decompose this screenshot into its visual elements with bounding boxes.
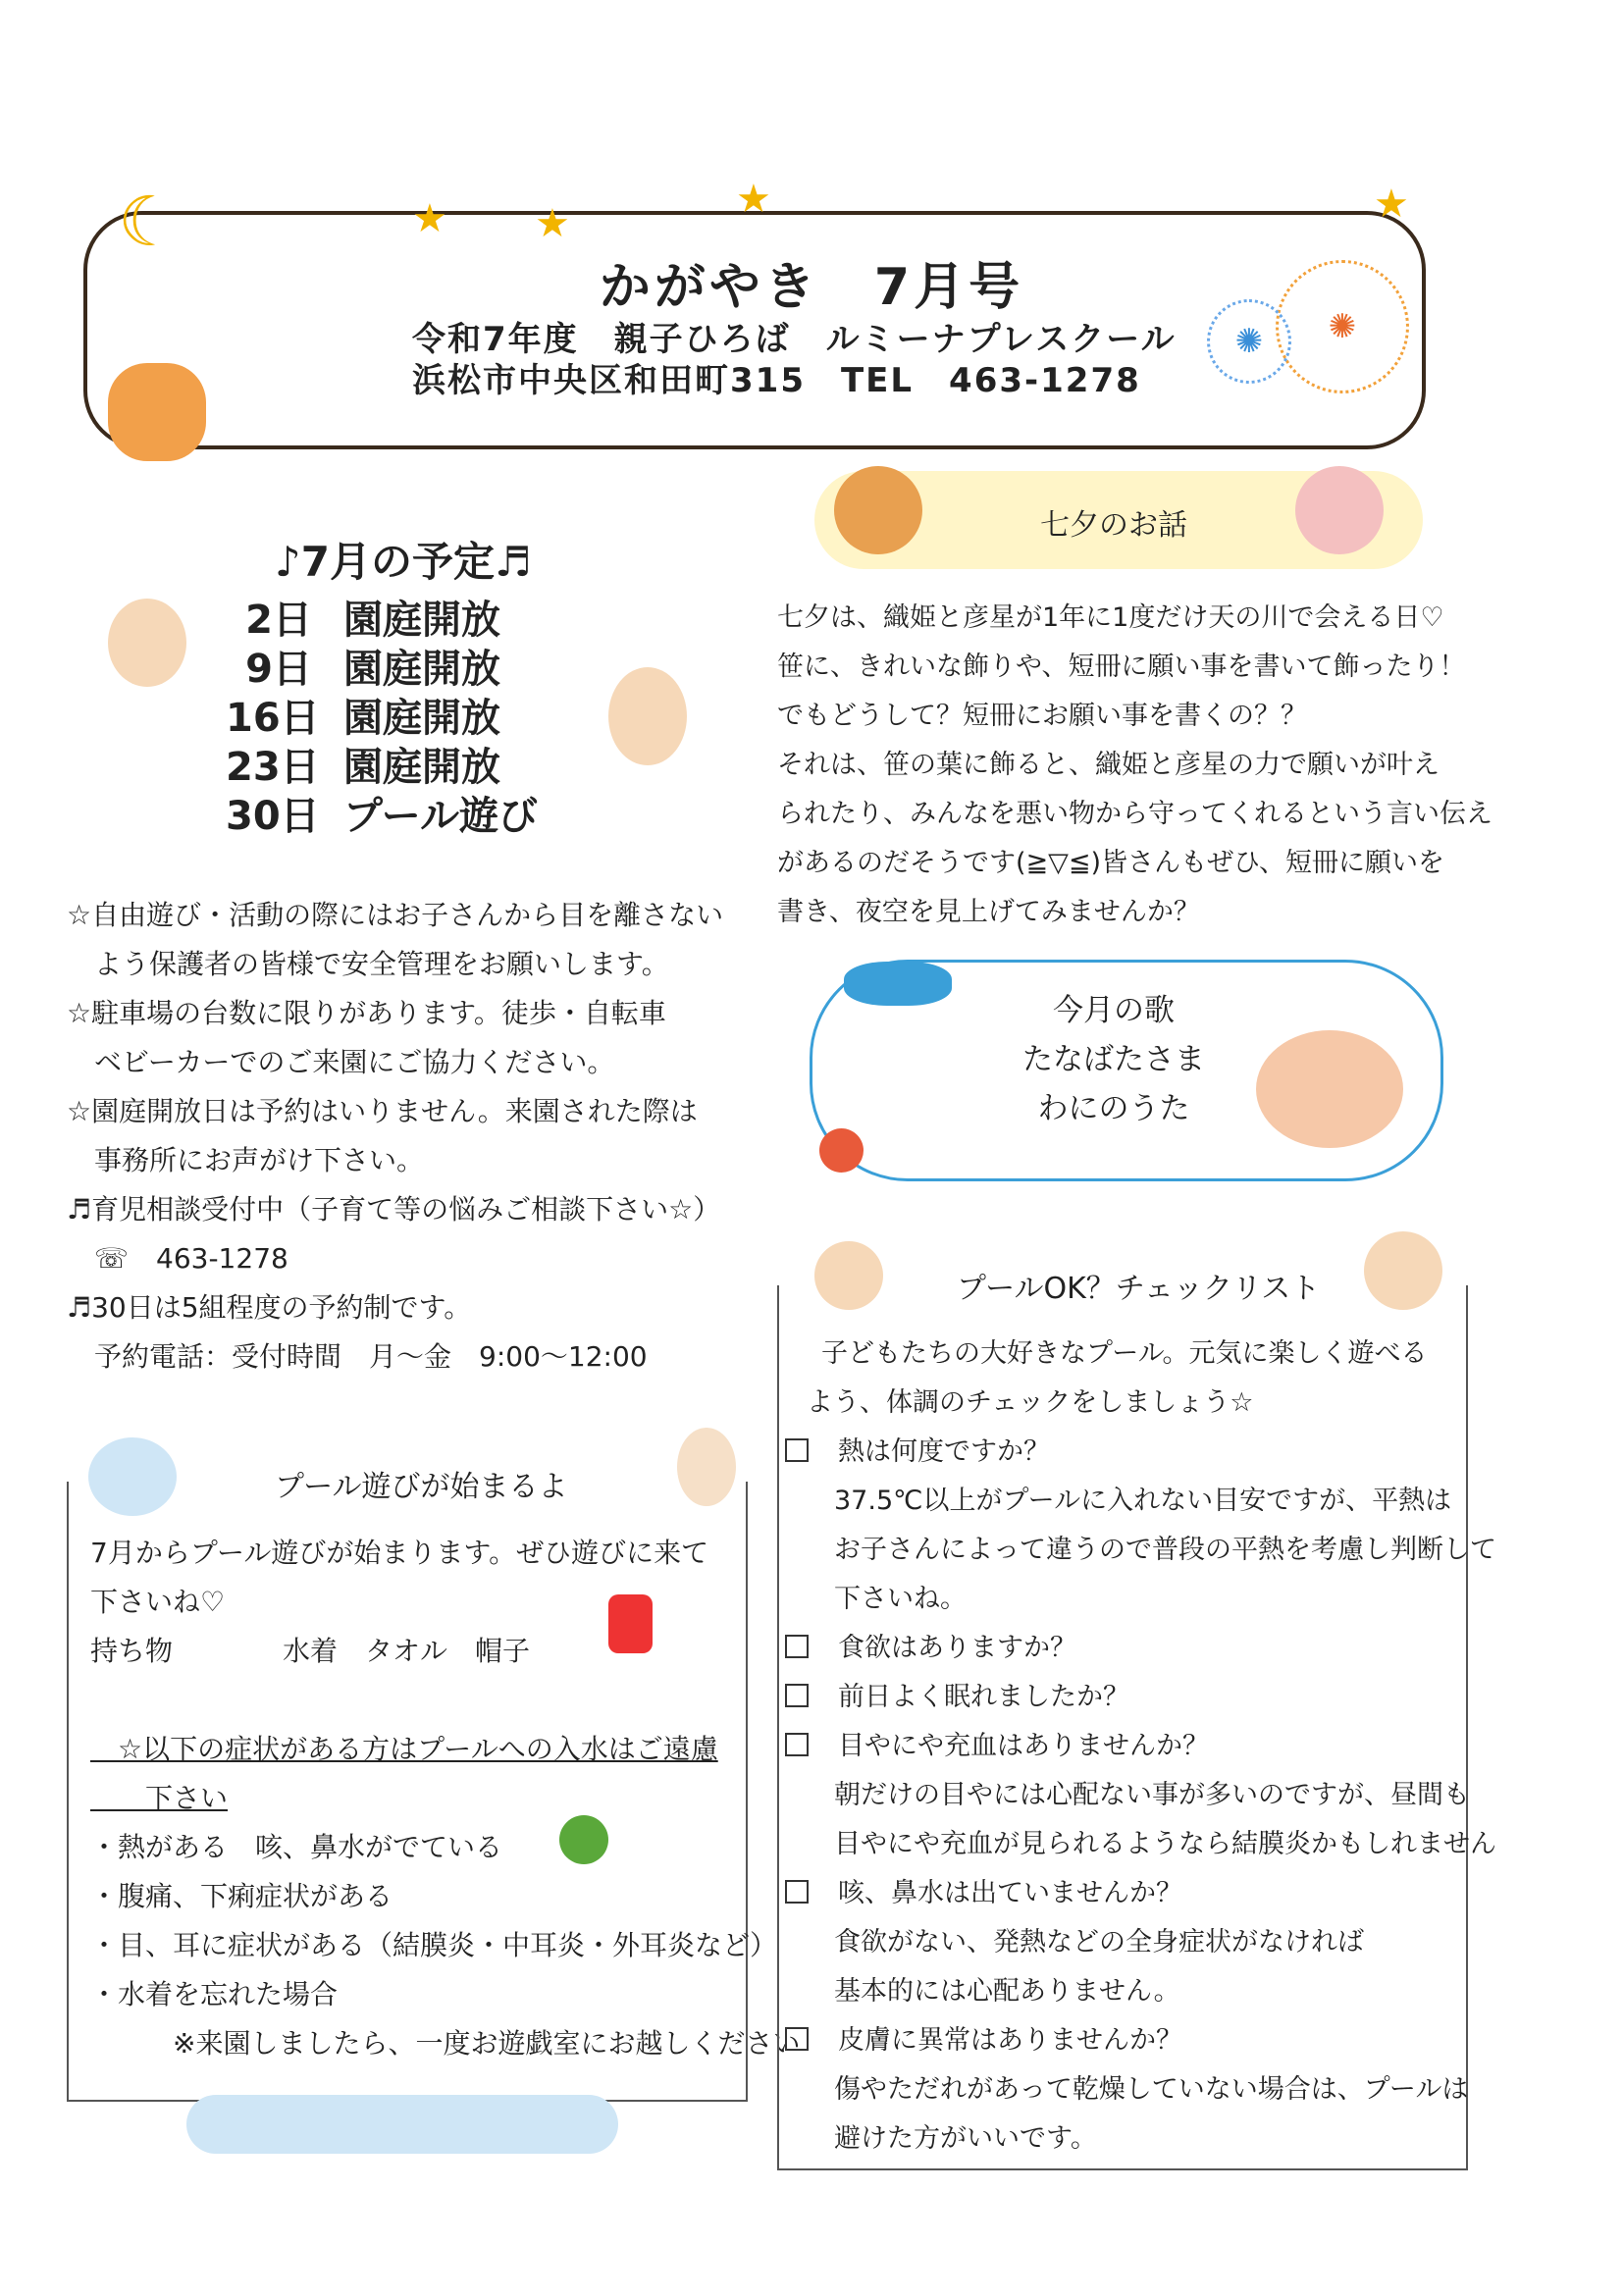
checkbox[interactable]: [785, 1733, 809, 1756]
note-line: 予約電話：受付時間 月～金 9:00～12:00: [67, 1340, 648, 1373]
note-line: よう保護者の皆様で安全管理をお願いします。: [67, 948, 669, 980]
notes: [67, 891, 754, 1382]
note-line: ベビーカーでのご来園にご協力ください。: [67, 1046, 615, 1078]
checklist-item[interactable]: 前日よく眠れましたか？: [785, 1673, 1472, 1722]
note-line: ☆園庭開放日は予約はいりません。来園された際は: [67, 1095, 698, 1127]
starfish-icon: [819, 1128, 864, 1173]
newsletter-title: かがやき 7月号: [599, 258, 1024, 317]
checklist-item[interactable]: 熱は何度ですか？: [785, 1428, 1472, 1477]
pool-section-body: 7月からプール遊びが始まります。ぜひ遊びに来て 下さいね♡ 持ち物 水着 タオル 帽子 ☆以下の症状がある方はプールへの入水はご遠慮 下さい ・熱がある 咳、鼻水がでている ・腹痛、下痢症状がある ・目、耳に症状がある（結膜炎・中耳炎・外耳炎など） ・水着を忘れた場合 ※来園しましたら、一度お遊戯室にお越しください: [90, 1537, 801, 2060]
note-line: ♬30日は5組程度の予約制です。: [67, 1291, 472, 1324]
bear-icon: [834, 466, 922, 554]
tanabata-body: 七夕は、織姫と彦星が1年に1度だけ天の川で会える日♡ 笹に、きれいな飾りや、短冊に願い事を書いて飾ったり！ でもどうして？短冊にお願い事を書くの？？ それは、笹の葉に飾ると、織姫と彦星の力で願いが叶え られたり、みんなを悪い物から守ってくれるという言い伝え があるのだそうです(≧▽≦)皆さんもぜひ、短冊に願いを 書き、夜空を見上げてみませんか？: [777, 602, 1492, 927]
schedule-item: 30日 プール遊び: [226, 794, 538, 839]
organization-line: 令和7年度 親子ひろば ルミーナプレスクール: [412, 320, 1177, 359]
note-line: ☆駐車場の台数に限りがあります。徒歩・自転車: [67, 997, 666, 1029]
checklist-item[interactable]: 食欲はありますか？: [785, 1624, 1472, 1673]
baby-illustration-icon: [108, 599, 186, 687]
star-icon: ★: [1374, 182, 1409, 227]
pool-kids-icon: [88, 1437, 177, 1516]
child-illustration-icon: [677, 1428, 736, 1506]
kids-splash-icon: [1364, 1231, 1442, 1310]
note-line: ☏ 463-1278: [67, 1242, 288, 1275]
fish-icon: [844, 962, 952, 1006]
schedule-item: 2日 園庭開放: [245, 598, 500, 643]
star-icon: ★: [736, 177, 771, 222]
checkbox[interactable]: [785, 1880, 809, 1904]
note-line: 事務所にお声がけ下さい。: [67, 1144, 425, 1176]
tanabata-title: 七夕のお話: [1040, 508, 1187, 543]
checklist-title: プールOK？チェックリスト: [957, 1272, 1321, 1306]
mother-child-icon: [814, 1241, 883, 1310]
note-line: ☆自由遊び・活動の際にはお子さんから目を離さない: [67, 899, 724, 931]
fireworks-icon: ✺: [1207, 299, 1291, 384]
checkbox[interactable]: [785, 1635, 809, 1658]
song-name: わにのうた: [1037, 1091, 1190, 1126]
rabbit-icon: [1295, 466, 1384, 554]
moon-icon: ☾: [118, 182, 180, 262]
note-line: ♬育児相談受付中（子育て等の悩みご相談下さい☆）: [67, 1193, 721, 1226]
song-title: 今月の歌: [1053, 993, 1175, 1028]
pool-section-title: プール遊びが始まるよ: [275, 1470, 568, 1504]
shooting-star-icon: ★: [535, 201, 570, 246]
schedule-item: 23日 園庭開放: [226, 745, 500, 790]
checklist-body: 子どもたちの大好きなプール。元気に楽しく遊べる よう、体調のチェックをしましょう☆ 熱は何度ですか？ 37.5℃以上がプールに入れない目安ですが、平熱は お子さんによって違うので普段の平熱を考慮し判断して 下さいね。 食欲はありますか？ 前日よく眠れましたか？ 目やにや充血はありませんか？ 朝だけの目やには心配ない事が多いのですが、昼間も 目やにや充血が見られるようなら結膜炎かもしれません 咳、鼻水は出ていませんか？ 食欲がない、発熱などの全身症状がなければ 基本的には心配ありません。 皮膚に異常はありませんか？ 傷やただれがあって乾燥していない場合は、プールは 避けた方がいいです。: [785, 1330, 1472, 2164]
shooting-star-icon: ★: [412, 196, 447, 241]
address-line: 浜松市中央区和田町315 TEL 463-1278: [412, 361, 1141, 400]
cat-icon: [108, 363, 206, 461]
song-name: たなばたさま: [1022, 1042, 1205, 1077]
checkbox[interactable]: [785, 1684, 809, 1707]
swimsuit-icon: [608, 1594, 653, 1653]
schedule-item: 16日 園庭開放: [226, 696, 500, 741]
checkbox[interactable]: [785, 1438, 809, 1462]
checkbox[interactable]: [785, 2027, 809, 2051]
checklist-item[interactable]: 咳、鼻水は出ていませんか？: [785, 1869, 1472, 1918]
mermaid-icon: [1256, 1030, 1403, 1148]
checklist-item[interactable]: 皮膚に異常はありませんか？: [785, 2016, 1472, 2065]
schedule-item: 9日 園庭開放: [245, 647, 500, 692]
fireworks-icon: ✺: [1276, 260, 1409, 393]
schedule-title: ♪7月の予定♬: [275, 538, 532, 586]
kappa-icon: [559, 1815, 608, 1864]
swimming-kids-icon: [186, 2095, 618, 2154]
checklist-item[interactable]: 目やにや充血はありませんか？: [785, 1722, 1472, 1771]
child-illustration-icon: [608, 667, 687, 765]
